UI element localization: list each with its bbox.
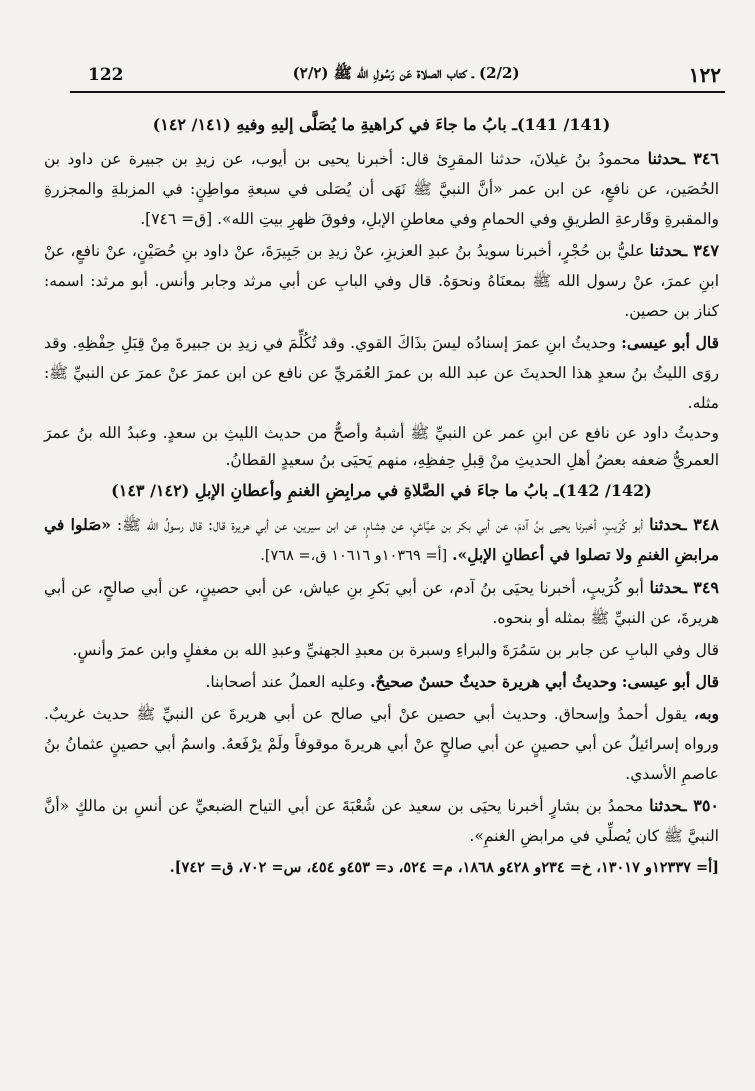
abu-isa-text-1: وحديثُ ابنِ عمرَ إسنادُه ليسَ بذَاكَ القوي. وقد تُكُلِّمَ في زيدِ بن جبيرةَ مِنْ قِبَلِ حِفْظِهِ. وقد روَى الليثُ بنُ سعدٍ هذا الحديثَ عن عبد الله بن عمرَ العُمَريِّ عن نافع عن ابن عمرَ عنْ عمرَ عن النبيِّ ﷺ: مثله. xyxy=(44,334,719,412)
page-body xyxy=(44,108,719,885)
hadith-348 xyxy=(44,510,719,571)
hadith-text-350: محمدُ بن بشارٍ أخبرنا يحيَى بن سعيد عن شُعْبَةَ عن أبي التياح الضبعيِّ عن أنسِ بن مالكٍ «أنَّ النبيَّ ﷺ كان يُصلِّي في مرابضِ الغنمِ». xyxy=(44,797,719,845)
hadith-reference-348: [أ= ١٠٣٦٩و ١٠٦١٦ ق،= ٧٦٨]. xyxy=(260,548,448,564)
wabihi-text: يقول أحمدُ وإسحاق. وحديث أبي حصين عنْ أبي صالح عن أبي هريرةَ عن النبيِّ ﷺ حديث غريبٌ. ورواه إسرائيلُ عن أبي حصينٍ عن أبي صالحٍ عنْ أبي هريرةَ موقوفاً ولَمْ يرْفَعهُ. واسمُ أبي حصينٍ عثمانُ بنُ عاصمِ الأسدي. xyxy=(44,705,719,783)
commentary-dawud: وحديثُ داود عن نافع عن ابنِ عمر عن النبيِّ ﷺ أشبهُ وأصحُّ من حديث الليثِ بن سعدٍ. وعبدُ الله بنُ عمرَ العمريُّ ضعفه بعضُ أهلِ الحديثِ منْ قِبلِ حِفظِهِ، منهم يَحيَى بنُ سعيدٍ القطانُ. xyxy=(44,424,719,469)
hadith-text-348: أبو كُرَيبٍ، أخبرنا يحيى بنُ آدمَ، عن أبي بكر بن عيَّاشٍ، عن هِشامٍ، عن ابن سيرين، عن أبي هريرة قال: قال رسولُ الله ﷺ: xyxy=(116,516,644,534)
abu-isa-comment-1 xyxy=(44,328,719,418)
page-number-latin: 122 xyxy=(88,65,124,85)
hadith-quote-348: «صَلوا في مرابضِ الغنمِ ولا تصلوا في أعطانِ الإبلِ». xyxy=(44,515,719,564)
header-rule xyxy=(70,91,725,93)
hadith-347 xyxy=(44,236,719,326)
abu-isa-text-2: وعليه العملُ عند أصحابنا. xyxy=(205,673,366,691)
hadith-number-348: ٣٤٨ ـحدثنا xyxy=(649,515,719,534)
hadith-number-350: ٣٥٠ ـحدثنا xyxy=(649,796,720,815)
chapter-heading-141: (141/ 141)ـ بابُ ما جاءَ في كراهيةِ ما يُصَلَّى إليهِ وفيهِ (١٤١/ ١٤٢) xyxy=(152,115,611,134)
hadith-text-349: أبو كُرَيبٍ، أخبرنا يحيَى بنُ آدم، عن أبي بَكرِ بنِ عياش، عن أبي حصينٍ، عن أبي صالحٍ، عن أبي هريرةَ، عن النبيِّ ﷺ بمثله أو بنحوه. xyxy=(44,579,719,627)
hadith-349 xyxy=(44,573,719,633)
hadith-350 xyxy=(44,791,719,851)
page-number-arabic: ١٢٢ xyxy=(688,63,721,87)
hadith-number-349: ٣٤٩ ـحدثنا xyxy=(649,578,719,597)
abu-isa-grading-2: وحديثُ أبي هريرة حديثٌ حسنٌ صحيحٌ. xyxy=(370,672,617,691)
page-header xyxy=(88,62,721,88)
abu-isa-label-1: قال أبو عيسى: xyxy=(621,333,719,352)
hadith-346 xyxy=(44,144,719,234)
abu-isa-comment-2 xyxy=(44,667,719,697)
chapter-heading-142: (142/ 142)ـ بابُ ما جاءَ في الصَّلاةِ في مرابِضِ الغنمِ وأعطانِ الإبلِ (١٤٢/ ١٤٣) xyxy=(111,481,652,500)
hadith-number-346: ٣٤٦ ـحدثنا xyxy=(647,149,719,168)
running-title: (2/2) ـ كتاب الصلاة عَن رَسُولِ الله ﷺ (٢/٢) xyxy=(292,64,520,82)
hadith-text-347: عليُّ بن حُجْرٍ، أخبرنا سويدُ بنُ عبدِ العزيزِ، عنْ زيدِ بن جَبِيرَةَ، عنْ داود بنِ حُصَيْنٍ، عنْ نافعٍ، عنْ ابنِ عمرَ، عنْ رسول الله ﷺ بمعنَاهُ ونحوَهُ. قال وفي البابِ عن أبي مرثد وجابر وأنس. أبو مرثد: اسمه: كناز بن حصين. xyxy=(44,242,719,320)
hadith-text-346: محمودُ بنُ غيلانَ، حدثنا المقرِئ قال: أخبرنا يحيى بن أيوب، عن زيدِ بن جبيرة عن داود بن الحُصَين، عن نافعٍ، عن ابن عمر «أنَّ النبيَّ ﷺ نَهَى أن يُصَلى في سبعةِ مواطِنٍ: في المزبلةِ والمجزرةِ والمقبرةِ وقَارعةِ الطريقِ وفي الحمامِ وفي معاطنِ الإبلِ، وفوقَ ظهرِ بيتِ الله». [ق= ٧٤٦]. xyxy=(44,150,719,228)
hadith-number-347: ٣٤٧ ـحدثنا xyxy=(649,241,719,260)
wabihi-label: وبه، xyxy=(693,704,719,723)
abu-isa-label-2: قال أبو عيسى: xyxy=(621,672,719,691)
hadith-reference-350: [أ= ١٢٣٣٧و ١٣٠١٧، خ= ٢٣٤و ٤٢٨و ١٨٦٨، م= ٥٢٤، د= ٤٥٣و ٤٥٤، س= ٧٠٢، ق= ٧٤٢]. xyxy=(169,859,719,876)
commentary-bab: قال وفي البابِ عن جابر بن سَمُرَةَ والبراءِ وسبرة بن معبدِ الجهنيِّ وعبدِ الله بن مغفلٍ وابن عمرَ وأنسٍ. xyxy=(72,641,719,659)
commentary-wabihi xyxy=(44,699,719,789)
